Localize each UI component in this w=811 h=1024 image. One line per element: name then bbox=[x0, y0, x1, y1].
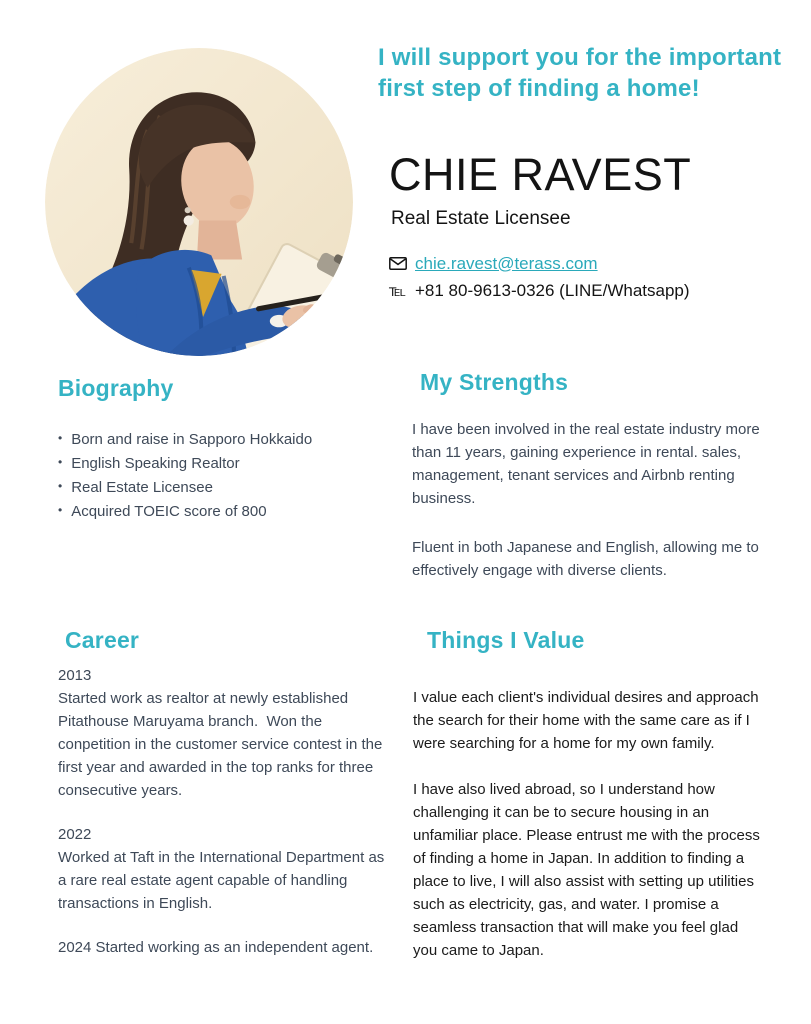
values-paragraph: I value each client's individual desires and approach the search for their home with the same care as if I were searching for a home for my own family. bbox=[413, 689, 759, 752]
biography-item: • Acquired TOEIC score of 800 bbox=[58, 500, 393, 524]
career-entry bbox=[58, 664, 393, 802]
email-link[interactable]: chie.ravest@terass.com bbox=[415, 253, 598, 273]
career-year: 2013 bbox=[58, 667, 92, 684]
tagline-line-2: first step of finding a home! bbox=[378, 75, 700, 102]
strengths-section bbox=[412, 368, 764, 582]
phone-number: +81 80-9613-0326 (LINE/Whatsapp) bbox=[415, 280, 690, 300]
agent-portrait-photo bbox=[45, 48, 353, 356]
biography-heading: Biography bbox=[58, 375, 174, 401]
career-text: Worked at Taft in the International Department as a rare real estate agent capable of handling transactions in English. bbox=[58, 849, 385, 912]
agent-name: CHIE RAVEST bbox=[389, 149, 692, 200]
career-year: 2022 bbox=[58, 826, 92, 843]
career-heading: Career bbox=[65, 627, 140, 653]
tel-sign-icon: ℡ bbox=[389, 281, 407, 300]
biography-item: • English Speaking Realtor bbox=[58, 452, 393, 476]
biography-item: • Born and raise in Sapporo Hokkaido bbox=[58, 428, 393, 452]
strengths-paragraph: I have been involved in the real estate industry more than 11 years, gaining experience in rental. sales, management, tenant services and Airbnb renting business. bbox=[412, 421, 760, 507]
biography-list bbox=[58, 428, 393, 524]
career-section bbox=[58, 626, 393, 959]
career-text: 2024 Started working as an independent agent. bbox=[58, 939, 374, 956]
phone-row bbox=[389, 277, 799, 304]
values-heading: Things I Value bbox=[427, 627, 585, 653]
biography-item: • Real Estate Licensee bbox=[58, 476, 393, 500]
email-row bbox=[389, 250, 799, 277]
career-entry bbox=[58, 936, 393, 959]
tagline-line-1: I will support you for the important bbox=[378, 44, 782, 71]
tagline bbox=[378, 42, 798, 104]
values-section bbox=[413, 626, 765, 962]
strengths-heading: My Strengths bbox=[420, 369, 569, 395]
contact-block bbox=[389, 250, 799, 304]
career-text: Started work as realtor at newly established Pitathouse Maruyama branch. Won the conpetition in the customer service contest in the first year and awarded in the top ranks for three consecutive years. bbox=[58, 690, 383, 799]
agent-role: Real Estate Licensee bbox=[391, 208, 571, 229]
portrait-illustration bbox=[45, 48, 353, 356]
envelope-icon bbox=[389, 257, 415, 270]
values-paragraph: I have also lived abroad, so I understand how challenging it can be to secure housing in an unfamiliar place. Please entrust me with the process of finding a home in Japan. In addition to finding a place to live, I will also assist with setting up utilities such as electricity, gas, and water. I promise a seamless transaction that will make you feel glad you came to Japan. bbox=[413, 781, 760, 959]
strengths-paragraph: Fluent in both Japanese and English, allowing me to effectively engage with diverse clients. bbox=[412, 539, 759, 579]
career-entry bbox=[58, 823, 393, 915]
biography-section bbox=[58, 374, 393, 524]
